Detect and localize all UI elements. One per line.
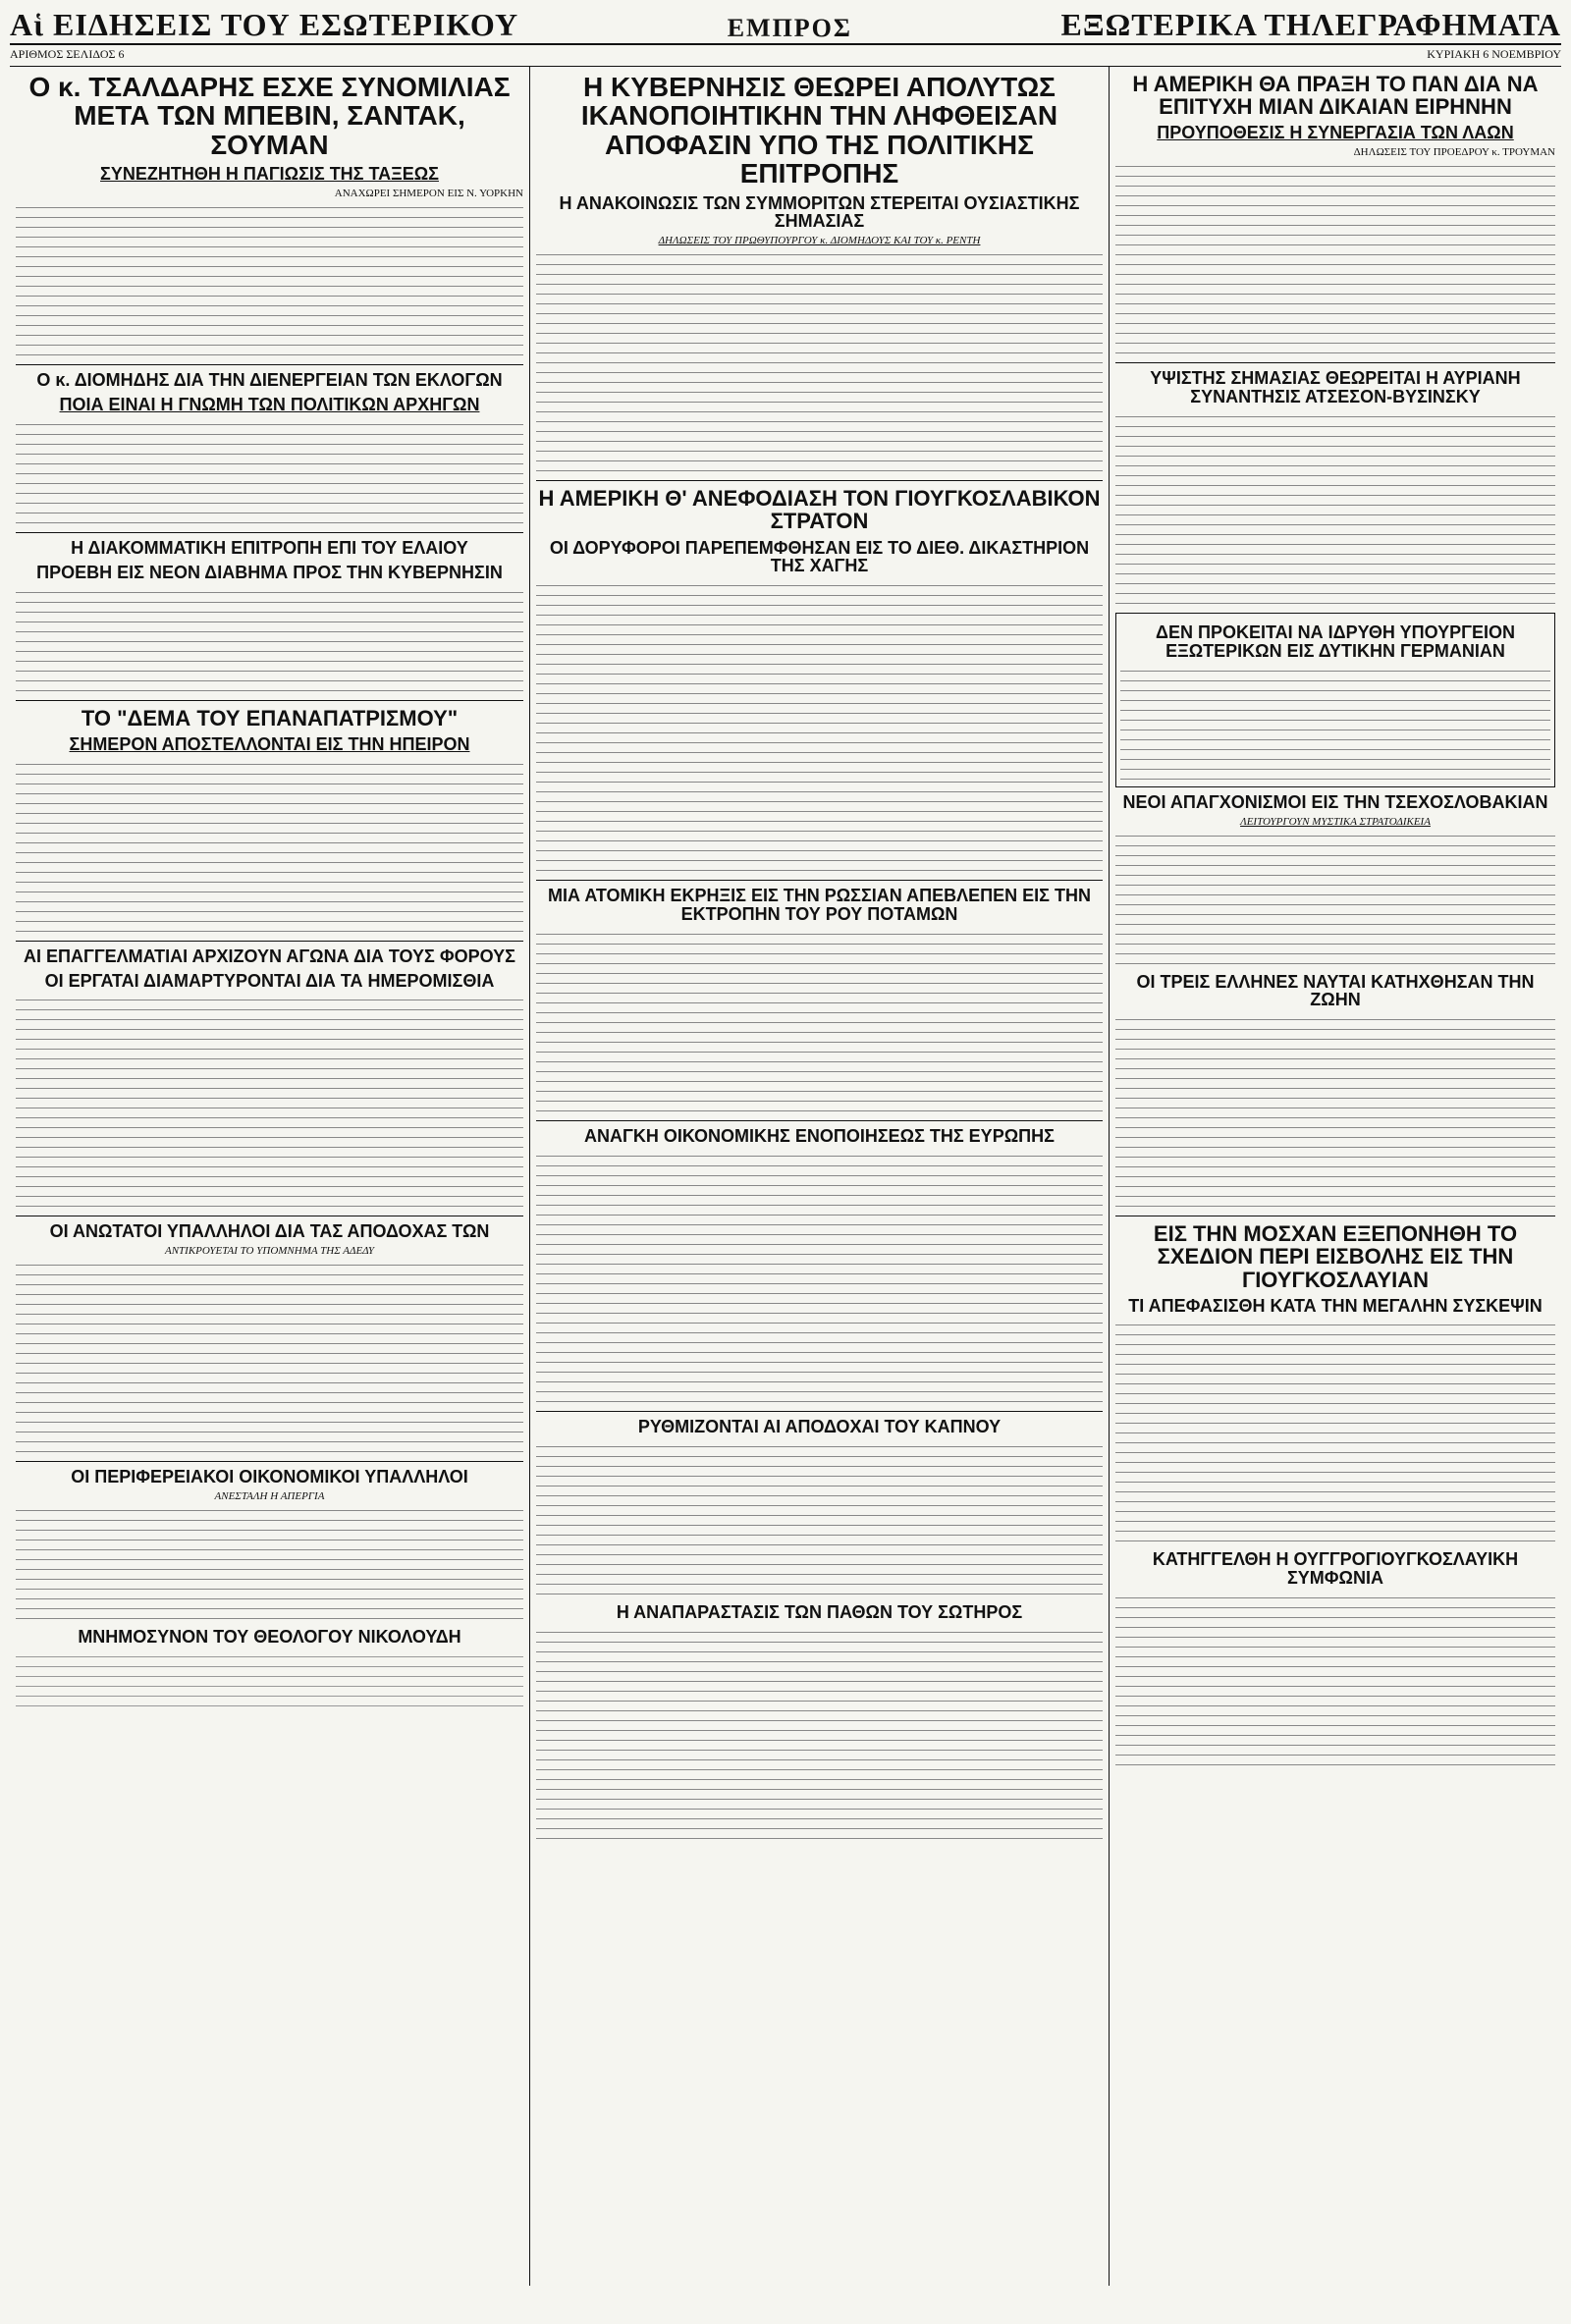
- article-text-2: [16, 418, 523, 526]
- issue-date: ΚΥΡΙΑΚΗ 6 ΝΟΕΜΒΡΙΟΥ: [1427, 47, 1561, 61]
- page-number: ΑΡΙΘΜΟΣ ΣΕΛΙΔΟΣ 6: [10, 47, 125, 61]
- article-text-7: [16, 1504, 523, 1622]
- divider: [536, 880, 1103, 881]
- subhead-syskepsi: ΤΙ ΑΠΕΦΑΣΙΣΘΗ ΚΑΤΑ ΤΗΝ ΜΕΓΑΛΗΝ ΣΥΣΚΕΨΙΝ: [1128, 1295, 1543, 1316]
- note-trouman: ΔΗΛΩΣΕΙΣ ΤΟΥ ΠΡΟΕΔΡΟΥ κ. ΤΡΟΥΜΑΝ: [1353, 146, 1555, 159]
- article-text-r5: [1115, 1013, 1555, 1210]
- masthead-center: ΕΜΠΡΟΣ: [727, 14, 852, 42]
- divider: [16, 941, 523, 942]
- subhead-dema: ΣΗΜΕΡΟΝ ΑΠΟΣΤΕΛΛΟΝΤΑΙ ΕΙΣ ΤΗΝ ΗΠΕΙΡΟΝ: [69, 733, 470, 754]
- masthead: [10, 10, 1561, 45]
- headline-kyvernisis: Η ΚΥΒΕΡΝΗΣΙΣ ΘΕΩΡΕΙ ΑΠΟΛΥΤΩΣ ΙΚΑΝΟΠΟΙΗΤΙΚΗΝ ΤΗΝ ΛΗΦΘΕΙΣΑΝ ΑΠΟΦΑΣΙΝ ΥΠΟ ΤΗΣ ΠΟΛΙΤΙΚΗΣ ΕΠΙΤΡΟΠΗΣ: [580, 72, 1058, 189]
- newspaper-page: [10, 10, 1561, 2304]
- divider: [536, 1120, 1103, 1121]
- headline-tsechoslovakia: ΝΕΟΙ ΑΠΑΓΧΟΝΙΣΜΟΙ ΕΙΣ ΤΗΝ ΤΣΕΧΟΣΛΟΒΑΚΙΑΝ: [1122, 791, 1548, 812]
- headline-ameriki-eirini: Η ΑΜΕΡΙΚΗ ΘΑ ΠΡΑΞΗ ΤΟ ΠΑΝ ΔΙΑ ΝΑ ΕΠΙΤΥΧΗ ΜΙΑΝ ΔΙΚΑΙΑΝ ΕΙΡΗΝΗΝ: [1132, 72, 1539, 120]
- headline-moscha: ΕΙΣ ΤΗΝ ΜΟΣΧΑΝ ΕΞΕΠΟΝΗΘΗ ΤΟ ΣΧΕΔΙΟΝ ΠΕΡΙ ΕΙΣΒΟΛΗΣ ΕΙΣ ΤΗΝ ΓΙΟΥΓΚΟΣΛΑΥΙΑΝ: [1153, 1221, 1518, 1292]
- masthead-left: Αἱ ΕΙΔΗΣΕΙΣ ΤΟΥ ΕΣΩΤΕΡΙΚΟΥ: [10, 10, 519, 42]
- article-text-c1: [536, 248, 1103, 474]
- subhead-tsaldaris: ΣΥΝΕΖΗΤΗΘΗ Η ΠΑΓΙΩΣΙΣ ΤΗΣ ΤΑΞΕΩΣ: [100, 164, 439, 185]
- headline-epaggelmatiai: ΑΙ ΕΠΑΓΓΕΛΜΑΤΙΑΙ ΑΡΧΙΖΟΥΝ ΑΓΩΝΑ ΔΙΑ ΤΟΥΣ ΦΟΡΟΥΣ: [24, 946, 515, 966]
- subhead-apergia: ΑΝΕΣΤΑΛΗ Η ΑΠΕΡΓΙΑ: [214, 1490, 325, 1503]
- subhead-anakoinosis: Η ΑΝΑΚΟΙΝΩΣΙΣ ΤΩΝ ΣΥΜΜΟΡΙΤΩΝ ΣΤΕΡΕΙΤΑΙ ΟΥΣΙΑΣΤΙΚΗΣ ΣΗΜΑΣΙΑΣ: [559, 192, 1080, 232]
- divider: [536, 1411, 1103, 1412]
- headline-ameriki-gioug: Η ΑΜΕΡΙΚΗ Θ' ΑΝΕΦΟΔΙΑΣΗ ΤΟΝ ΓΙΟΥΓΚΟΣΛΑΒΙΚΟΝ ΣΤΡΑΤΟΝ: [538, 486, 1101, 534]
- article-text-r3: [1120, 665, 1550, 783]
- headline-elaiou: Η ΔΙΑΚΟΜΜΑΤΙΚΗ ΕΠΙΤΡΟΠΗ ΕΠΙ ΤΟΥ ΕΛΑΙΟΥ: [71, 537, 468, 558]
- article-text-c2: [536, 579, 1103, 874]
- article-text-c3: [536, 928, 1103, 1114]
- subhead-ergatai: ΟΙ ΕΡΓΑΤΑΙ ΔΙΑΜΑΡΤΥΡΟΝΤΑΙ ΔΙΑ ΤΑ ΗΜΕΡΟΜΙΣΘΙΑ: [44, 970, 495, 991]
- divider: [1115, 362, 1555, 363]
- article-text-8: [16, 1650, 523, 1709]
- submast: [10, 45, 1561, 67]
- column-center: [530, 67, 1110, 2286]
- headline-perifereiakoi: ΟΙ ΠΕΡΙΦΕΡΕΙΑΚΟΙ ΟΙΚΟΝΟΜΙΚΟΙ ΥΠΑΛΛΗΛΟΙ: [71, 1467, 468, 1487]
- article-text-c4: [536, 1150, 1103, 1405]
- headline-tsaldaris: Ο κ. ΤΣΑΛΔΑΡΗΣ ΕΣΧΕ ΣΥΝΟΜΙΛΙΑΣ ΜΕΤΑ ΤΩΝ ΜΠΕΒΙΝ, ΣΑΝΤΑΚ, ΣΟΥΜΑΝ: [28, 72, 511, 160]
- divider: [16, 532, 523, 533]
- column-left: [10, 67, 530, 2286]
- article-text-5: [16, 994, 523, 1210]
- article-text-r7: [1115, 1592, 1555, 1768]
- article-text-r6: [1115, 1319, 1555, 1544]
- divider: [16, 364, 523, 365]
- subhead-doryforoi: ΟΙ ΔΟΡΥΦΟΡΟΙ ΠΑΡΕΠΕΜΦΘΗΣΑΝ ΕΙΣ ΤΟ ΔΙΕΘ. ΔΙΚΑΣΤΗΡΙΟΝ ΤΗΣ ΧΑΓΗΣ: [549, 537, 1090, 576]
- headline-anotatoi: ΟΙ ΑΝΩΤΑΤΟΙ ΥΠΑΛΛΗΛΟΙ ΔΙΑ ΤΑΣ ΑΠΟΔΟΧΑΣ ΤΩΝ: [49, 1221, 490, 1242]
- divider: [536, 480, 1103, 481]
- article-text-1: [16, 201, 523, 358]
- headline-sotiros: Η ΑΝΑΠΑΡΑΣΤΑΣΙΣ ΤΩΝ ΠΑΘΩΝ ΤΟΥ ΣΩΤΗΡΟΣ: [616, 1601, 1023, 1622]
- article-text-3: [16, 586, 523, 694]
- subhead-diomidis: ΠΟΙΑ ΕΙΝΑΙ Η ΓΝΩΜΗ ΤΩΝ ΠΟΛΙΤΙΚΩΝ ΑΡΧΗΓΩΝ: [59, 394, 480, 414]
- subhead-adedy: ΑΝΤΙΚΡΟΥΕΤΑΙ ΤΟ ΥΠΟΜΝΗΜΑ ΤΗΣ ΑΔΕΔΥ: [164, 1245, 374, 1258]
- masthead-right: ΕΞΩΤΕΡΙΚΑ ΤΗΛΕΓΡΑΦΗΜΑΤΑ: [1060, 10, 1561, 42]
- subhead-synergasia: ΠΡΟΥΠΟΘΕΣΙΣ Η ΣΥΝΕΡΓΑΣΙΑ ΤΩΝ ΛΑΩΝ: [1157, 123, 1514, 143]
- article-text-r1: [1115, 160, 1555, 356]
- subhead-stratodikeia: ΛΕΙΤΟΥΡΓΟΥΝ ΜΥΣΤΙΚΑ ΣΤΡΑΤΟΔΙΚΕΙΑ: [1240, 815, 1431, 828]
- headline-germania: ΔΕΝ ΠΡΟΚΕΙΤΑΙ ΝΑ ΙΔΡΥΘΗ ΥΠΟΥΡΓΕΙΟΝ ΕΞΩΤΕΡΙΚΩΝ ΕΙΣ ΔΥΤΙΚΗΝ ΓΕΡΜΑΝΙΑΝ: [1156, 622, 1515, 661]
- headline-naftai: ΟΙ ΤΡΕΙΣ ΕΛΛΗΝΕΣ ΝΑΥΤΑΙ ΚΑΤΗΧΘΗΣΑΝ ΤΗΝ ΖΩΗΝ: [1136, 971, 1535, 1010]
- headline-mnimosynon: ΜΝΗΜΟΣΥΝΟΝ ΤΟΥ ΘΕΟΛΟΓΟΥ ΝΙΚΟΛΟΥΔΗ: [78, 1627, 461, 1648]
- article-text-c5: [536, 1440, 1103, 1597]
- article-text-4: [16, 758, 523, 935]
- columns: [10, 67, 1561, 2286]
- boxed-germania: [1115, 613, 1555, 787]
- article-text-r4: [1115, 830, 1555, 967]
- article-text-c6: [536, 1626, 1103, 1842]
- headline-symfonia: ΚΑΤΗΓΓΕΛΘΗ Η ΟΥΓΓΡΟΓΙΟΥΓΚΟΣΛΑΥΙΚΗ ΣΥΜΦΩΝΙΑ: [1152, 1549, 1519, 1589]
- column-right: [1110, 67, 1561, 2286]
- kicker-diloseis: ΔΗΛΩΣΕΙΣ ΤΟΥ ΠΡΩΘΥΠΟΥΡΓΟΥ κ. ΔΙΟΜΗΔΟΥΣ ΚΑΙ ΤΟΥ κ. ΡΕΝΤΗ: [658, 235, 981, 247]
- headline-dema: ΤΟ "ΔΕΜΑ ΤΟΥ ΕΠΑΝΑΠΑΤΡΙΣΜΟΥ": [81, 705, 459, 730]
- headline-atomiki: ΜΙΑ ΑΤΟΜΙΚΗ ΕΚΡΗΞΙΣ ΕΙΣ ΤΗΝ ΡΩΣΣΙΑΝ ΑΠΕΒΛΕΠΕΝ ΕΙΣ ΤΗΝ ΕΚΤΡΟΠΗΝ ΤΟΥ ΡΟΥ ΠΟΤΑΜΩΝ: [548, 886, 1091, 925]
- divider: [16, 700, 523, 701]
- divider: [16, 1461, 523, 1462]
- subhead-elaiou: ΠΡΟΕΒΗ ΕΙΣ ΝΕΟΝ ΔΙΑΒΗΜΑ ΠΡΟΣ ΤΗΝ ΚΥΒΕΡΝΗΣΙΝ: [36, 562, 503, 582]
- headline-synantisis: ΥΨΙΣΤΗΣ ΣΗΜΑΣΙΑΣ ΘΕΩΡΕΙΤΑΙ Η ΑΥΡΙΑΝΗ ΣΥΝΑΝΤΗΣΙΣ ΑΤΣΕΣΟΝ-ΒΥΣΙΝΣΚΥ: [1150, 368, 1521, 406]
- headline-diomidis: Ο κ. ΔΙΟΜΗΔΗΣ ΔΙΑ ΤΗΝ ΔΙΕΝΕΡΓΕΙΑΝ ΤΩΝ ΕΚΛΟΓΩΝ: [36, 370, 503, 391]
- headline-evropi: ΑΝΑΓΚΗ ΟΙΚΟΝΟΜΙΚΗΣ ΕΝΟΠΟΙΗΣΕΩΣ ΤΗΣ ΕΥΡΩΠΗΣ: [584, 1126, 1055, 1147]
- article-text-6: [16, 1259, 523, 1455]
- headline-kapnou: ΡΥΘΜΙΖΟΝΤΑΙ ΑΙ ΑΠΟΔΟΧΑΙ ΤΟΥ ΚΑΠΝΟΥ: [637, 1416, 1002, 1436]
- article-text-r2: [1115, 410, 1555, 607]
- note-departure: ΑΝΑΧΩΡΕΙ ΣΗΜΕΡΟΝ ΕΙΣ Ν. ΥΟΡΚΗΝ: [334, 188, 523, 200]
